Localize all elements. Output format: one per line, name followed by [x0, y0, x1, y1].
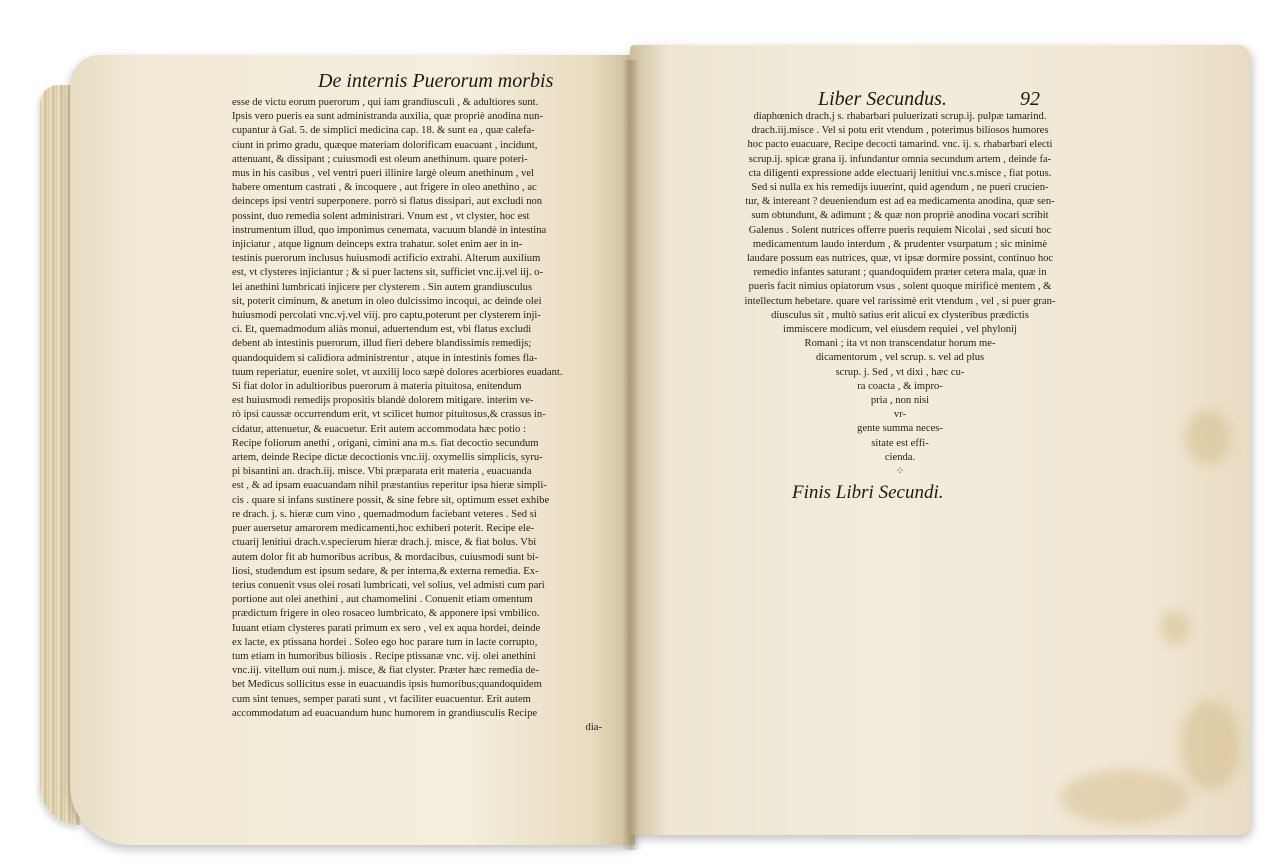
text-line: hoc pacto euacuare, Recipe decocti tamarind. vnc. ij. s. rhabarbari electi [747, 139, 1053, 151]
text-line: est huiusmodi remedijs propositis blandè dolorem mitigare. interim ve- [232, 395, 534, 407]
text-line: gente summa neces- [857, 423, 943, 435]
ornament-icon: ⁘ [895, 466, 905, 478]
text-line: cupantur à Gal. 5. de simplici medicina cap. 18. & sunt ea , quæ calefa- [232, 125, 535, 137]
text-line: ci. Et, quemadmodum aliàs monui, aduertendum est, vbi flatus excludi [232, 324, 532, 336]
text-line: terius conuenit vsus olei rosati lumbricati, vel solius, vel admisti cum pari [232, 579, 545, 591]
text-line: huiusmodi percolati vnc.vj.vel viij. pro captu,poterunt per clysterem inji- [232, 310, 541, 322]
text-line: habere omentum castrati , & incoquere , aut frigere in oleo anethino , ac [232, 182, 537, 194]
text-line: puer auersetur amarorem medicamenti,hoc exhiberi poterit. Recipe ele- [232, 523, 535, 535]
text-line: possint, duo remedia solent administrari. Vnum est , vt clyster, hoc est [232, 210, 530, 222]
catchword: dia- [585, 721, 602, 733]
text-line: sitate est effi- [871, 437, 929, 449]
text-line: re drach. j. s. hieræ cum vino , quemadmodum faciebant veteres . Sed si [232, 508, 537, 520]
left-page-text [232, 96, 612, 735]
text-line: Ipsis vero pueris ea sunt administranda auxilia, quæ propriè anodina nun- [232, 111, 543, 123]
text-line: Galenus . Solent nutrices offerre pueris requiem Nicolai , sed sicuti hoc [748, 224, 1052, 236]
stain-spot [1180, 700, 1240, 790]
text-line: cta diligenti expressione adde electuarij lenitiui vnc.s.misce , fiat potus. [748, 167, 1052, 179]
left-running-header: De internis Puerorum morbis [318, 70, 554, 92]
text-line: pueris facit nimius opiatorum vsus , solent quoque mirificè mentem , & [748, 281, 1052, 293]
text-line: immiscere modicum, vel eiusdem requiei , vel phylonij [783, 324, 1017, 336]
text-line: Sed si nulla ex his remedijs iuuerint, quid agendum , ne pueri crucien- [751, 182, 1049, 194]
text-line: prædictum frigere in oleo rosaceo lumbricato, & apponere ipsi vmbilico. [232, 608, 540, 620]
closing-title: Finis Libri Secundi. [792, 482, 944, 503]
text-line: Recipe foliorum anethi , origani, cimini ana m.s. fiat decoctio secundum [232, 437, 539, 449]
text-line: scrup.ij. spicæ grana ij. infundantur omnia secundum artem , deinde fa- [748, 153, 1052, 165]
text-line: esse de victu eorum puerorum , qui iam grandiusculi , & adultiores sunt. [232, 97, 539, 108]
text-line: portione aut olei anethini , aut chamomelini . Conuenit etiam omentum [232, 594, 533, 606]
text-line: deinceps ipsi ventri superponere. porrò si flatus dissipari, aut excludi non [232, 196, 543, 208]
recipe-inline: Recipe ptissanæ vnc. vij. olei anethini [374, 650, 536, 662]
text-line: debent ab intestinis puerorum, illud fieri debere blandissimis remedijs; [232, 338, 532, 350]
text-line: est , & ad ipsam euacuandam nihil præstantius reperitur ipsa hieræ simpli- [232, 480, 547, 492]
text-line: bet Medicus sollicitus esse in euacuandis ipsis humoribus;quandoquidem [232, 679, 542, 691]
text-line: scrup. j. Sed , vt dixi , hæc cu- [835, 366, 965, 378]
text-line: vnc.iij. vitellum oui num.j. misce, & fiat clyster. Præter hæc remedia de- [232, 665, 539, 677]
text-line: diusculus sit , multò satius erit alicui ex clysteribus prædictis [771, 309, 1029, 321]
text-line: liosi, studendum est ipsum sedare, & per interna,& externa remedia. Ex- [232, 565, 539, 577]
text-line: attenuant, & dissipant ; cuiusmodi est oleum anethinum. quare poteri- [232, 153, 528, 165]
text-line: autem dolor fit ab humoribus acribus, & mordacibus, cuiusmodi sunt bi- [232, 551, 539, 563]
text-line: instrumentum illud, quo imponimus cenemata, vacuum blandè in intestina [232, 224, 547, 236]
text-line: artem, deinde Recipe dictæ decoctionis vnc.iij. oxymellis simplicis, syru- [232, 452, 543, 464]
text-line: ra coacta , & impro- [857, 380, 943, 392]
text-line: pi bisantini an. drach.iij. misce. Vbi præparata erit materia , euacuanda [232, 466, 532, 478]
text-line: cis . quare si infans sustinere possit, & sine febre sit, optimum esset exhibe [232, 494, 550, 506]
text-line: Iuuant etiam clysteres parati primum ex sero , vel ex aqua hordei, deinde [232, 622, 541, 634]
text-line: ex lacte, ex ptissana hordei . Soleo ego hoc parare tum in lacte corrupto, [232, 636, 538, 648]
text-line: quandoquidem si calidiora administrentur , atque in intestinis fomes fla- [232, 352, 538, 364]
text-line: mus in his casibus , vel ventri pueri illinire largè oleum anethinum , vel [232, 168, 534, 180]
page-number: 92 [1020, 88, 1040, 110]
book-gutter [622, 60, 640, 850]
text-line: Romani ; ita vt non transcendatur horum me- [804, 338, 996, 350]
text-line: est, vt clysteres injiciantur ; & si puer lactens sit, sufficiet vnc.ij.vel iij. o- [232, 267, 544, 279]
text-line: cienda. [884, 451, 916, 463]
text-line: tur, & intereant ? deueniendum est ad ea medicamenta anodina, quæ sen- [745, 196, 1055, 208]
text-line: medicamentum laudo interdum , & prudenter vsurpatum ; sic minimè [752, 238, 1048, 250]
text-line: diaphœnich drach.j s. rhabarbari puluerizati scrup.ij. pulpæ tamarind. [753, 111, 1047, 122]
text-line: injiciatur , atque lignum deinceps extra trahatur. solet enim aer in in- [232, 239, 523, 251]
text-line: remedio infantes saturant ; quandoquidem præter cetera mala, quæ in [753, 267, 1047, 279]
right-running-header: Liber Secundus. [818, 88, 947, 110]
text-line: testinis puerorum inclusus huiusmodi actificio extrahi. Alterum auxilium [232, 253, 541, 265]
text-line: laudare possum eas nutrices, quæ, vt ipsæ dormire possint, continuo hoc [746, 253, 1054, 265]
text-line: ctuarij lenitiui drach.v.specierum hieræ drach.j. misce, & fiat bolus. Vbi [232, 537, 537, 549]
text-segment: tum etiam in humoribus biliosis . [232, 650, 373, 662]
text-line: dicamentorum , vel scrup. s. vel ad plus [815, 352, 985, 364]
text-line [232, 650, 612, 664]
stain-spot [1160, 610, 1190, 645]
text-line: drach.iij.misce . Vel si potu erit vtendum , poterimus biliosos humores [751, 125, 1049, 137]
stain-spot [1060, 770, 1190, 825]
text-line: tuum reperiatur, euenire solet, vt auxilij loco sæpè dolores acerbiores euadant. [232, 366, 563, 378]
text-line: sum obtundunt, & adimunt ; & quæ non propriè anodina vocari scribit [751, 210, 1049, 222]
text-line: intellectum hebetare. quare vel rarissimè erit vtendum , vel , si puer gran- [744, 295, 1056, 307]
text-line: rò ipsi caussæ occurrendum erit, vt scilicet humor pituitosus,& crassus in- [232, 409, 546, 421]
text-line: cidatur, attenuetur, & euacuetur. Erit autem accommodata hæc potio : [232, 423, 526, 435]
text-line: ciunt in primo gradu, quæque materiam dolorificam euacuant , incidunt, [232, 139, 538, 151]
right-page-text [690, 110, 1110, 479]
text-line: Si fiat dolor in adultioribus puerorum à materia pituitosa, enitendum [232, 381, 522, 393]
stain-spot [1185, 410, 1230, 465]
text-line: cum sint tenues, semper parati sunt , vt faciliter euacuentur. Erit autem [232, 693, 531, 705]
text-line: sit, poterit ciminum, & anetum in oleo dulcissimo incoqui, ac deinde olei [232, 295, 542, 307]
text-line: vr- [893, 409, 907, 421]
text-line: accommodatum ad euacuandum hunc humorem in grandiusculis Recipe [232, 707, 538, 719]
text-line: lei anethini lumbricati injicere per clysterem . Sin autem grandiusculus [232, 281, 533, 293]
text-line: pria , non nisi [870, 395, 930, 407]
